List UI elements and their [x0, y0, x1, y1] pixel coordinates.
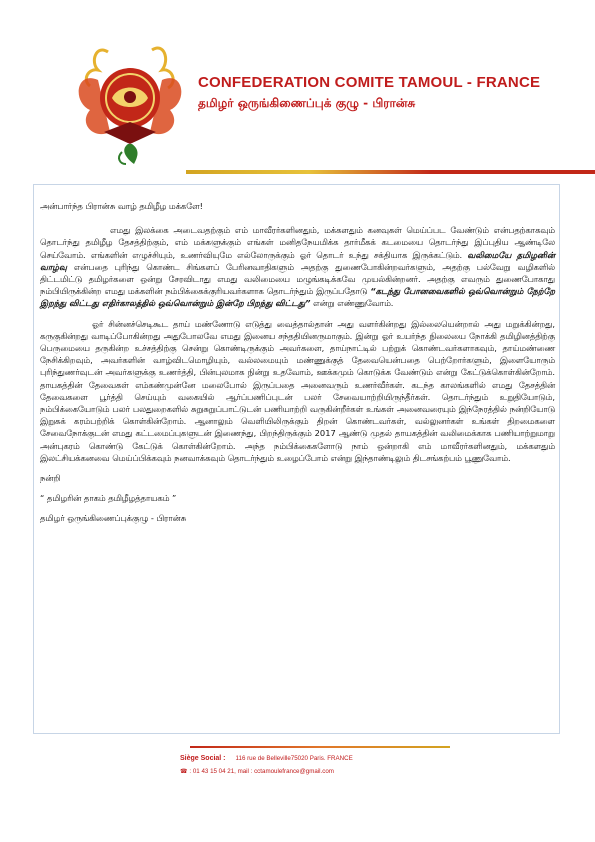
signature: தமிழர் ஒருங்கிணைப்புக்குழு - பிரான்சு — [40, 513, 187, 524]
letter-body — [40, 200, 555, 533]
footer-divider — [190, 746, 450, 748]
letterhead — [0, 0, 595, 180]
address: 116 rue de Belleville75020 Paris. FRANCE — [235, 755, 353, 762]
thanks: நன்றி — [40, 473, 61, 484]
organization-name: CONFEDERATION COMITE TAMOUL - FRANCE — [198, 74, 541, 91]
footer — [180, 752, 560, 778]
greeting: அன்பார்ந்த பிரான்சு வாழ் தமிழீழ மக்களே! — [40, 201, 203, 211]
header-divider — [186, 170, 595, 174]
motto: “ தமிழரின் தாகம் தமிழீழத்தாயகம் ” — [40, 493, 177, 504]
emphasis-quote: “கடந்து போனவைகளில் ஒவ்வொன்றும் நேற்றே இறந்து விட்டது எதிர்காலத்தில் ஒவ்வொன்றும் இன்றே பிறந்து விட்டது” — [40, 286, 555, 309]
organization-logo — [68, 40, 192, 166]
paragraph-1 — [40, 224, 555, 309]
paragraph-1-part-a: எமது இலக்கை அடைவதற்கும் எம் மாவீரர்களினதும், மக்களதும் கனவுகள் மெய்ப்பட வேண்டும் என்பதற்காகவும் தொடர்ந்து தமிழீழ தேசத்திற்கும், எம் மக்களுக்கும் எங்கள் மனிதநேயமிக்க தார்மீகக் கடமையை தொடர்ந்து இப்புதிய ஆண்டிலே செய்வோம். எங்களின் எழுச்சியும், உணர்வியுமே எல்லோருக்கும் ஓர் தொடர் உந்து சக்தியாக இருக்கட்டும். — [40, 225, 555, 260]
siege-label: Siège Social : — [180, 755, 226, 762]
emphasis-strength: வலிமையே தமிழனின் வாழ்வு — [40, 249, 555, 272]
paragraph-1-part-c: என்று எண்ணுவோம். — [313, 298, 394, 309]
paragraph-1-part-b: என்பதை புரிந்து கொண்ட சிங்களப் பேரினவாதிகளும் அதற்கு துணைபோகின்றவர்களும், அதற்கு பல்வேறு வழிகளில் திட்டமிட்டு தமிழர்களை ஒன்று சேரவிடாது எமது வலிமையை மழுங்கடிக்கவே முயல்கின்றனர். அதற்கு எவரும் துணைபோகாது நம்பியிருக்கின்ற எமது மக்களின் நம்பிக்கைக்குரியவர்களாக தொடர்ந்தும் இருப்பதோடு — [40, 261, 555, 297]
organization-name-tamil: தமிழர் ஒருங்கிணைப்புக் குழு - பிரான்சு — [198, 96, 416, 110]
footer-address-line — [180, 752, 560, 765]
contact-line: ☎ : 01 43 15 04 21, mail : cctamoulefrance@gmail.com — [180, 768, 334, 775]
paragraph-2: ஓர் சின்னச்செடிகூட தாய் மண்ணோடு எடுத்து வைத்தால்தான் அது வளர்கின்றது இல்லையென்றால் அது மறுக்கின்றது, கருகுகின்றது வாடிப்போகின்றது அதுபோலவே எமது இனைய சந்ததியினருமாகும். இன்று ஓர் உயர்ந்த நிலையை நோக்கி தமிழினத்திற்கு பெருமையை தருகின்ற உச்சத்திற்கு சென்று கொண்டிருக்கும் அவர்களை, தாய்நாட்டில் பற்றுக் கொண்டவர்களாகவும், தாய்மண்ணை நேசிக்கிறவும், அவர்களின் வாழ்விடமொழியும், வல்லமையும் மண்ணுக்குத் தேவையென்பதை பெற்றோர்களும், இளையோரும் புரிந்துணர்வுடன் அவர்களுக்கு உணர்த்தி, பின்புலமாக நின்று உதவோம், ஊக்கமும் கொடுக்க வேண்டும் என்று கேட்டுக்கொள்கின்றோம். தாயகத்தின் தேவைகள் எம்கண்முன்னே மலைபோல் இருப்பதை அனைவரும் உணர்வீர்கள். கடந்த காலங்களில் எமது தேசத்தின் தேவைகளை பூர்த்தி செய்யும் வகையில் ஆர்ப்பணிப்புடன் பலர் சேவையாற்றியிருந்தீர்கள். தொடர்ந்தும் உறுதியோடும், நம்பிக்கையோடும் பலர் பலதுறைகளில் சுறுசுறுப்பாட்டுடன் பணியாற்றி வருகின்றீர்கள் உங்கள் அனைவரையும் இந்நேரத்தில் நன்றியோடு இறுகக் கரம்பற்றிக் கொள்கின்றோம். ஆனாலும் வெளியிலிருக்கும் திறன் கொண்டவர்கள், வல்லுனர்கள் உங்கள் திறமைகளை சேவைநோக்குடன் எமது கட்டமைப்புகளுடன் இணைந்து, பிறந்திருக்கும் 2017 ஆண்டு முதல் தாயகத்தின் வலிமைக்காக பணியாற்றுமாறு அன்புகரம் கொண்டு கேட்டுக் கொள்கின்றோம். அந்த நம்பிக்கைகளோடு நாம் ஒன்றாகி எம் மாவீரர்களினதும், மக்களதும் இலட்சியக்கனவை மெய்ப்பிக்கவும் நனவாக்கவும் தொடர்ந்தும் உழைப்போம் என்று இந்தாண்டிலும் திடசங்கற்பம் பூணுவோம். — [40, 318, 555, 463]
